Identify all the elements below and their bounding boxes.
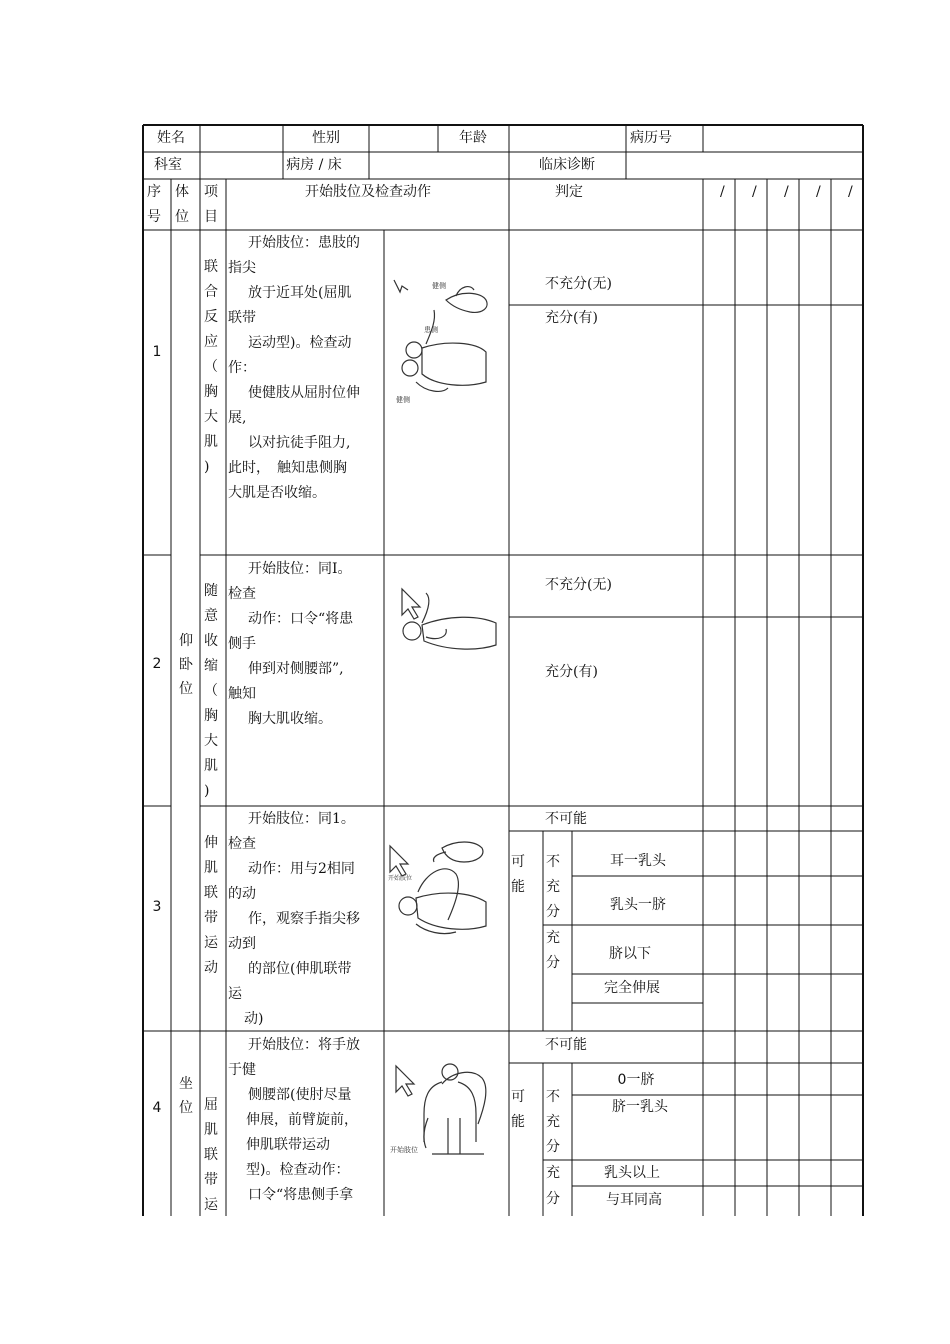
description-line: 的部位(伸肌联带: [248, 961, 352, 977]
row-number-4: 4: [152, 1100, 162, 1116]
seq-header-1: 序: [147, 184, 161, 200]
item-header-2: 目: [204, 209, 218, 225]
row3-possible-2: 能: [511, 879, 525, 895]
posture-supine-3: 位: [179, 681, 193, 697]
row4-insufficient-1: 不: [546, 1089, 560, 1105]
illustration-4-flexor-synergy: [388, 1058, 498, 1158]
item-char: 动: [204, 960, 218, 976]
item-char: 联: [204, 1147, 218, 1163]
description-line: 触知: [228, 686, 256, 702]
item-char: 反: [204, 309, 218, 325]
judge-header: 判定: [555, 184, 583, 200]
slash-3: /: [784, 184, 789, 200]
illustration-1-healthy-label-a: 健侧: [432, 282, 446, 290]
row4-option-2: 脐一乳头: [612, 1099, 668, 1115]
item-char: 随: [204, 583, 218, 599]
item-char: 带: [204, 1172, 218, 1188]
illustration-2-voluntary-contraction: [398, 585, 500, 657]
item-char: 肌: [204, 758, 218, 774]
description-line: 运: [228, 986, 242, 1002]
description-line: 使健肢从屈肘位伸: [248, 385, 360, 401]
gender-label: 性别: [312, 130, 340, 146]
row4-insufficient-3: 分: [546, 1139, 560, 1155]
description-line: 检查: [228, 836, 256, 852]
posture-header-2: 位: [175, 209, 189, 225]
row-number-1: 1: [152, 344, 162, 360]
description-line: 侧腰部(使肘尽量: [248, 1087, 352, 1103]
item-char: 大: [204, 733, 218, 749]
posture-sitting-2: 位: [179, 1100, 193, 1116]
row3-insufficient-1: 不: [546, 854, 560, 870]
row3-impossible: 不可能: [545, 811, 587, 827]
row3-sufficient-2: 分: [546, 955, 560, 971]
row4-sufficient-1: 充: [546, 1165, 560, 1181]
row-number-2: 2: [152, 656, 162, 672]
description-line: 大肌是否收缩。: [228, 485, 326, 501]
item-char: 运: [204, 935, 218, 951]
item-char: ): [204, 783, 210, 799]
item-header-1: 项: [204, 184, 218, 200]
row3-sufficient-1: 充: [546, 930, 560, 946]
description-line: 检查: [228, 586, 256, 602]
posture-supine-2: 卧: [179, 657, 193, 673]
description-line: 伸肌联带运动: [246, 1137, 330, 1153]
description-line: 以对抗徒手阻力,: [248, 435, 351, 451]
description-line: 动作：用与2相同: [248, 861, 355, 877]
description-line: 动作：口令“将患: [248, 611, 354, 627]
item-char: 运: [204, 1197, 218, 1213]
description-line: 动到: [228, 936, 256, 952]
age-label: 年龄: [459, 130, 487, 146]
row4-option-3: 乳头以上: [604, 1165, 660, 1181]
item-char: 胸: [204, 708, 218, 724]
description-line: 动): [244, 1011, 264, 1027]
description-line: 开始肢位：将手放: [248, 1037, 360, 1053]
item-char: 合: [204, 284, 218, 300]
description-line: 放于近耳处(屈肌: [248, 285, 352, 301]
item-char: 缩: [204, 658, 218, 674]
item-char: 联: [204, 259, 218, 275]
description-line: 伸展，前臂旋前，: [246, 1112, 358, 1128]
item-char: 应: [204, 334, 218, 350]
row4-possible-2: 能: [511, 1114, 525, 1130]
ward-bed-label: 病房 / 床: [286, 157, 342, 173]
description-line: 侧手: [228, 636, 256, 652]
description-line: 作：: [228, 360, 256, 376]
row3-option-1: 耳一乳头: [610, 853, 666, 869]
item-char: 带: [204, 910, 218, 926]
item-char: 胸: [204, 384, 218, 400]
department-label: 科室: [154, 157, 182, 173]
illustration-1-pectoralis-associated-reaction: [386, 270, 496, 420]
row4-impossible: 不可能: [545, 1037, 587, 1053]
row4-option-1: 0一脐: [617, 1072, 655, 1088]
row4-possible-1: 可: [511, 1089, 525, 1105]
item-char: （: [204, 359, 218, 375]
illustration-3-extensor-synergy: [386, 832, 496, 942]
item-char: 肌: [204, 434, 218, 450]
row3-possible-1: 可: [511, 854, 525, 870]
description-line: 的动: [228, 886, 256, 902]
item-char: 联: [204, 885, 218, 901]
illustration-1-healthy-label-b: 健侧: [396, 396, 410, 404]
row1-sufficient: 充分(有): [545, 310, 598, 326]
row-number-3: 3: [152, 899, 162, 915]
action-header: 开始肢位及检查动作: [305, 184, 431, 200]
item-char: （: [204, 683, 218, 699]
slash-2: /: [752, 184, 757, 200]
description-line: 此时， 触知患侧胸: [228, 460, 347, 476]
item-char: 意: [204, 608, 218, 624]
row3-option-4: 完全伸展: [604, 980, 660, 996]
record-number-label: 病历号: [630, 130, 672, 146]
row1-insufficient: 不充分(无): [545, 276, 612, 292]
seq-header-2: 号: [147, 209, 161, 225]
description-line: 胸大肌收缩。: [248, 711, 332, 727]
item-char: 伸: [204, 835, 218, 851]
row2-sufficient: 充分(有): [545, 664, 598, 680]
illustration-1-affected-label: 患侧: [424, 326, 438, 334]
description-line: 展,: [228, 410, 247, 426]
item-char: 肌: [204, 1122, 218, 1138]
description-line: 伸到对侧腰部”,: [248, 661, 344, 677]
row3-insufficient-2: 充: [546, 879, 560, 895]
row4-sufficient-2: 分: [546, 1191, 560, 1207]
posture-header-1: 体: [175, 184, 189, 200]
illustration-4-start-label: 开始肢位: [390, 1146, 418, 1154]
description-line: 型)。检查动作：: [246, 1162, 350, 1178]
row3-option-2: 乳头一脐: [610, 897, 666, 913]
description-line: 联带: [228, 310, 256, 326]
slash-1: /: [720, 184, 725, 200]
description-line: 指尖: [228, 260, 256, 276]
slash-5: /: [848, 184, 853, 200]
description-line: 运动型)。检查动: [248, 335, 352, 351]
item-char: 大: [204, 409, 218, 425]
row4-option-4: 与耳同高: [606, 1192, 662, 1208]
illustration-3-start-label: 开始肢位: [388, 875, 413, 882]
row4-insufficient-2: 充: [546, 1114, 560, 1130]
description-line: 口令“将患侧手拿: [248, 1187, 354, 1203]
posture-supine-1: 仰: [179, 633, 193, 649]
row3-insufficient-3: 分: [546, 904, 560, 920]
description-line: 作，观察手指尖移: [248, 911, 360, 927]
description-line: 于健: [228, 1062, 256, 1078]
clinical-diagnosis-label: 临床诊断: [539, 157, 595, 173]
row3-option-3: 脐以下: [609, 946, 651, 962]
description-line: 开始肢位：同Ⅰ。: [248, 561, 352, 577]
posture-sitting-1: 坐: [179, 1076, 193, 1092]
description-line: 开始肢位：同1。: [248, 811, 355, 827]
item-char: ): [204, 459, 210, 475]
row2-insufficient: 不充分(无): [545, 577, 612, 593]
item-char: 肌: [204, 860, 218, 876]
item-char: 收: [204, 633, 218, 649]
name-label: 姓名: [157, 130, 185, 146]
description-line: 开始肢位：患肢的: [248, 235, 360, 251]
item-char: 屈: [204, 1097, 218, 1113]
slash-4: /: [816, 184, 821, 200]
